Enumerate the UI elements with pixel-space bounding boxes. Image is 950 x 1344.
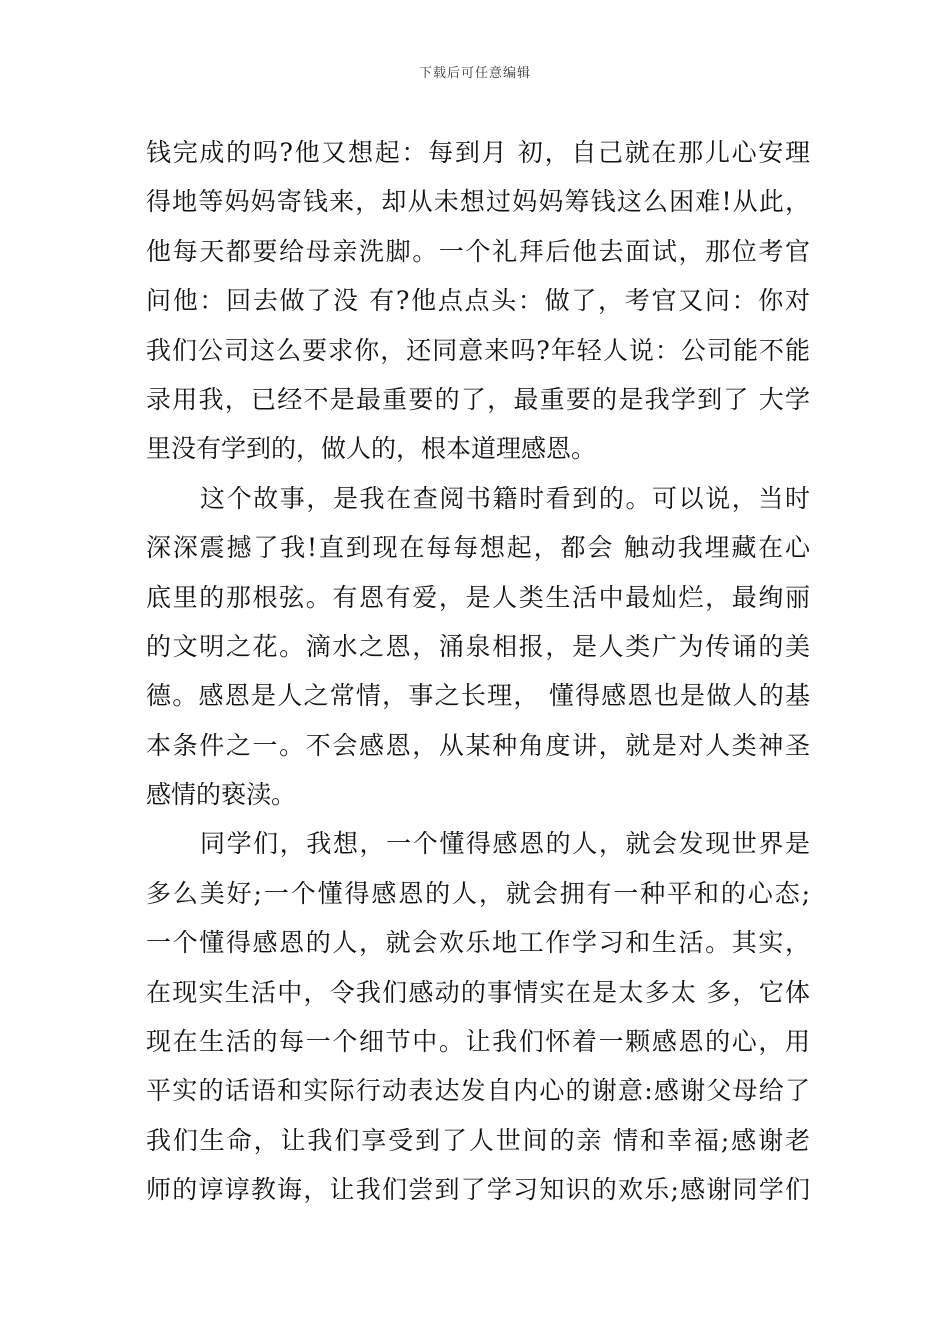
text-line: 深深震撼了我!直到现在每每想起，都会 触动我埋藏在心	[146, 533, 810, 563]
text-line: 这个故事，是我在查阅书籍时看到的。可以说，当时	[200, 483, 810, 513]
text-line: 录用我，已经不是最重要的了，最重要的是我学到了 大学	[146, 384, 810, 414]
text-line: 他每天都要给母亲洗脚。一个礼拜后他去面试，那位考官	[146, 236, 810, 266]
text-line: 德。感恩是人之常情，事之长理， 懂得感恩也是做人的基	[146, 681, 810, 711]
text-line: 我们公司这么要求你，还同意来吗?年轻人说：公司能不能	[146, 335, 810, 365]
text-line: 我们生命，让我们享受到了人世间的亲 情和幸福;感谢老	[146, 1125, 810, 1155]
paragraph-2	[146, 474, 810, 820]
text-line: 的文明之花。滴水之恩，涌泉相报，是人类广为传诵的美	[146, 631, 810, 661]
paragraph-3	[146, 819, 810, 1214]
text-line: 问他：回去做了没 有?他点点头：做了，考官又问：你对	[146, 286, 810, 316]
text-line: 本条件之一。不会感恩，从某种角度讲，就是对人类神圣	[146, 730, 810, 760]
text-line: 得地等妈妈寄钱来，却从未想过妈妈筹钱这么困难!从此，	[146, 187, 810, 217]
text-line: 平实的话语和实际行动表达发自内心的谢意:感谢父母给了	[146, 1076, 810, 1106]
text-line: 钱完成的吗?他又想起：每到月 初，自己就在那儿心安理	[146, 138, 810, 167]
document-body	[146, 128, 810, 1215]
text-line: 底里的那根弦。有恩有爱，是人类生活中最灿烂，最绚丽	[146, 582, 810, 612]
text-line: 师的谆谆教诲，让我们尝到了学习知识的欢乐;感谢同学们	[146, 1175, 810, 1205]
paragraph-1	[146, 128, 810, 474]
text-line: 在现实生活中，令我们感动的事情实在是太多太 多，它体	[146, 977, 810, 1007]
text-line: 一个懂得感恩的人，就会欢乐地工作学习和生活。其实，	[146, 928, 810, 958]
text-line: 多么美好;一个懂得感恩的人，就会拥有一种平和的心态;	[146, 878, 810, 908]
text-line: 里没有学到的，做人的，根本道理感恩。	[146, 434, 597, 464]
text-line: 现在生活的每一个细节中。让我们怀着一颗感恩的心，用	[146, 1027, 810, 1057]
text-line: 同学们，我想，一个懂得感恩的人，就会发现世界是	[200, 829, 810, 859]
page-header: 下载后可任意编辑	[418, 66, 531, 81]
text-line: 感情的亵渎。	[146, 780, 297, 810]
